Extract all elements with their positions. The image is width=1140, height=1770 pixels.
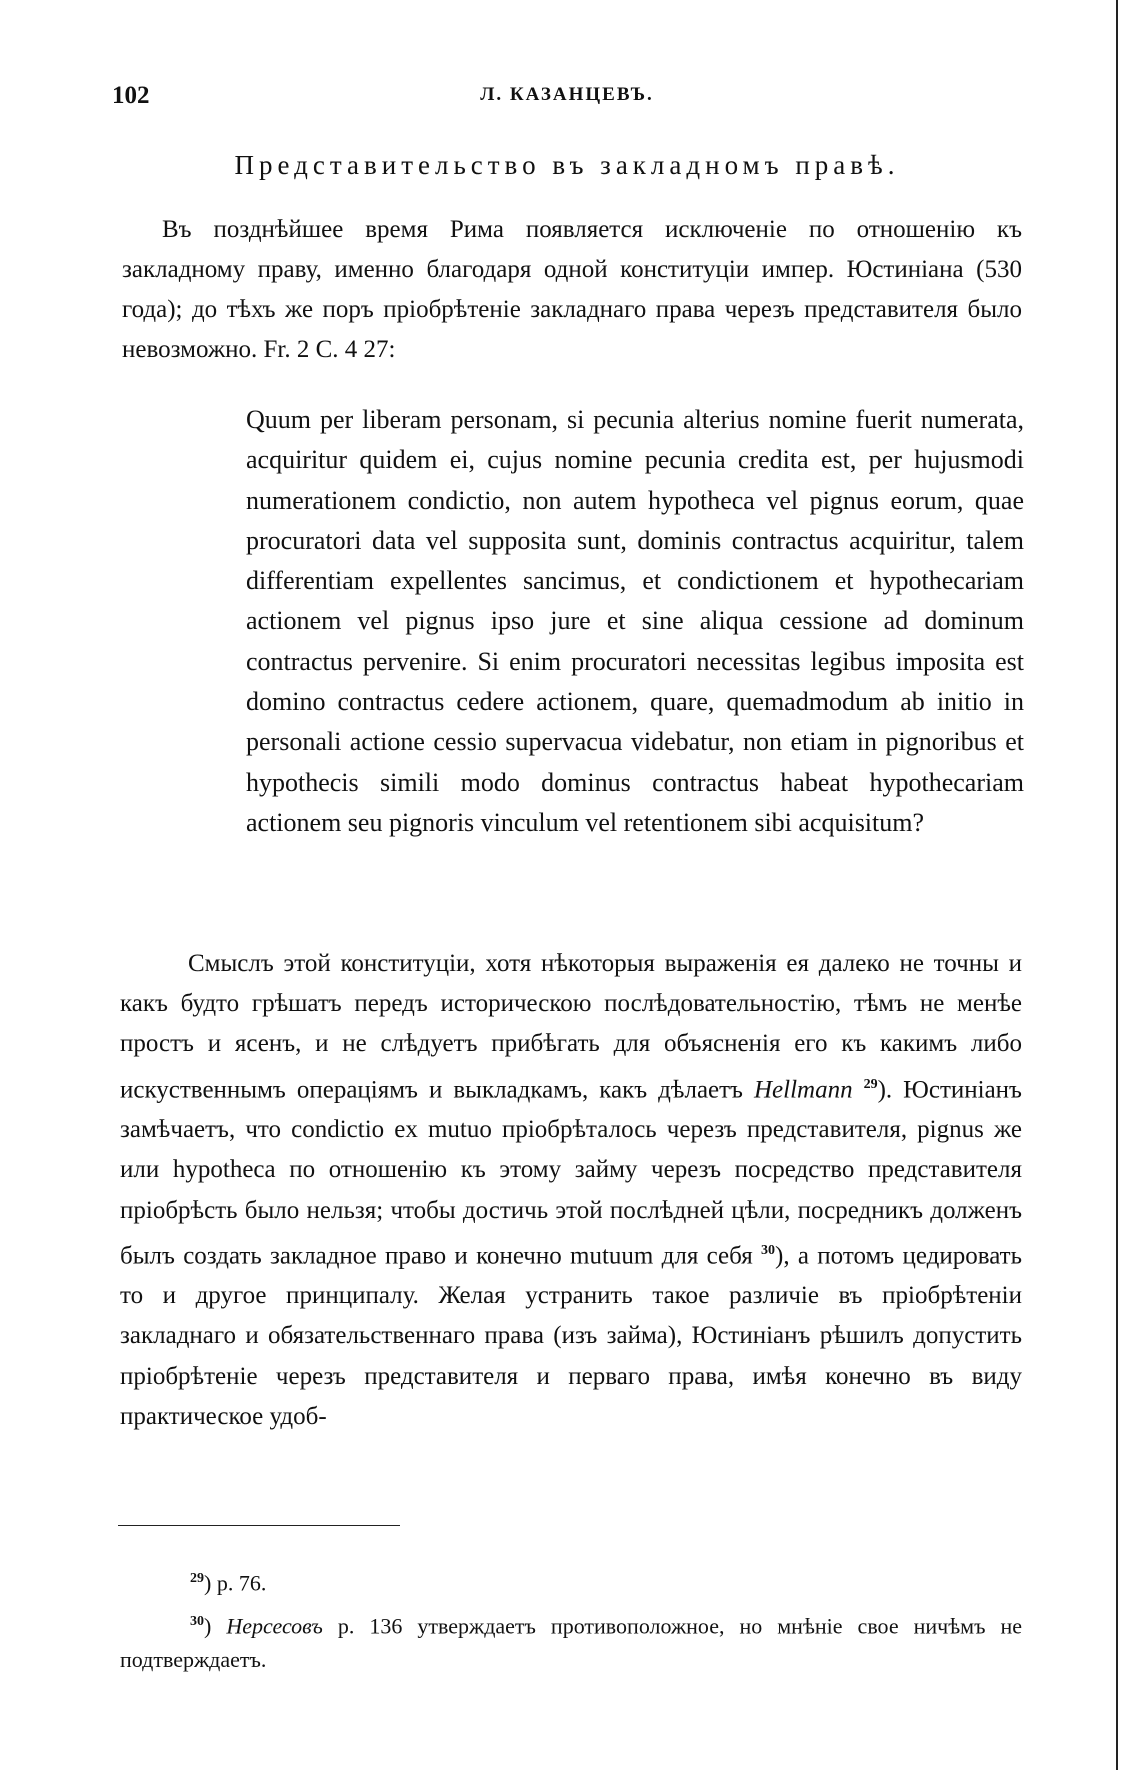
main-text-part1: Смыслъ этой конституціи, хотя нѣкоторыя выраженія ея далеко не точны и какъ будто грѣшатъ передъ историческою послѣдовательностію, тѣмъ не менѣе простъ и ясенъ, и не слѣдуетъ прибѣгать для объясненія его къ какимъ либо искуственнымъ операціямъ и выкладкамъ, какъ дѣлаетъ bbox=[120, 950, 1022, 1103]
section-title: Представительство въ закладномъ правѣ. bbox=[234, 150, 900, 180]
main-paragraph bbox=[120, 944, 1022, 1437]
author-name: Hellmann bbox=[753, 1075, 853, 1103]
page-header bbox=[112, 82, 1022, 118]
footnote-text: ) p. 76. bbox=[204, 1570, 267, 1596]
intro-paragraph: Въ позднѣйшее время Рима появляется исключеніе по отношенію къ закладному праву, именно благодаря одной конституціи импер. Юстиніана (530 года); до тѣхъ же поръ пріобрѣтеніе закладнаго права черезъ представителя было невозможно. Fr. 2 C. 4 27: bbox=[122, 216, 1022, 363]
latin-quotation: Quum per liberam personam, si pecunia alterius nomine fuerit numerata, acquiritur quidem ei, cujus nomine pecunia credita est, per hujusmodi numerationem condictio, non autem hypotheca vel pignus eorum, quae procuratori data vel supposita sunt, dominis contractus acquiritur, talem differentiam expellentes sancimus, et condictionem et hypothecariam actionem vel pignus ipso jure et sine aliqua cessione ad dominum contractus pervenire. Si enim procuratori necessitas legibus imposita est domino contractus cedere actionem, quare, quemadmodum ab initio in personali actione cessio supervacua videbatur, non etiam in pignoribus et hypothecis simili modo dominus contractus habeat hypothecariam actionem seu pignoris vinculum vel retentionem sibi acquisitum? bbox=[246, 405, 1024, 837]
footnote-29 bbox=[120, 1562, 1022, 1600]
running-head: Л. КАЗАНЦЕВЪ. bbox=[480, 84, 654, 105]
footnote-author: Нерсесовъ bbox=[226, 1613, 323, 1639]
page-number: 102 bbox=[112, 82, 150, 109]
footnote-paren: ) bbox=[204, 1613, 227, 1639]
page-edge-line bbox=[1116, 0, 1118, 1770]
footnote-divider bbox=[118, 1525, 400, 1526]
footnote-mark: 29 bbox=[190, 1571, 204, 1586]
footnote-ref-30[interactable]: 30 bbox=[761, 1242, 776, 1258]
main-text-part3: ), а потомъ цедировать то и другое принципалу. Желая устранить такое различіе въ пріобрѣтеніи закладнаго и обязательственнаго права (изъ займа), Юстиніанъ рѣшилъ допустить пріобрѣтеніе черезъ представителя и перваго права, имѣя конечно въ виду практическое удоб- bbox=[120, 1242, 1023, 1430]
footnote-30 bbox=[120, 1605, 1022, 1677]
footnote-mark: 30 bbox=[190, 1614, 204, 1629]
main-text-part2: ). Юстиніанъ замѣчаетъ, что condictio ex mutuo пріобрѣталось черезъ представителя, pignus же или hypotheca по отношенію къ этому займу черезъ посредство представителя пріобрѣсть было нельзя; чтобы достичь этой послѣдней цѣли, посредникъ долженъ былъ создать закладное право и конечно mutuum для себя bbox=[120, 1075, 1022, 1270]
footnote-text: p. 136 утверждаетъ противоположное, но мнѣніе свое ничѣмъ не подтверждаетъ. bbox=[120, 1613, 1023, 1673]
footnote-ref-29[interactable]: 29 bbox=[863, 1076, 878, 1092]
